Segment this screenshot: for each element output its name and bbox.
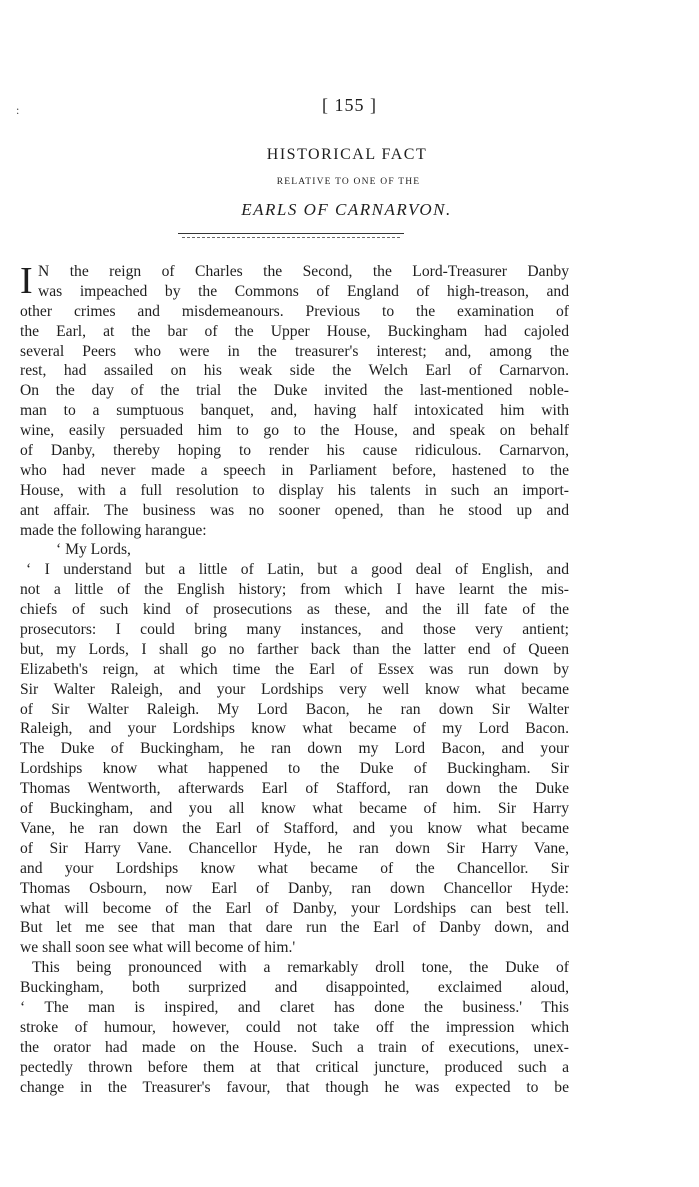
text-line: was impeached by the Commons of England of high-treason, and [38, 282, 569, 300]
text-line: ‘ The man is inspired, and claret has done the business.' This [20, 998, 569, 1016]
heading-rule [178, 233, 404, 234]
text-line: Elizabeth's reign, at which time the Earl of Essex was run down by [20, 660, 569, 678]
text-line: the orator had made on the House. Such a train of executions, unex- [20, 1038, 569, 1056]
text-line: ‘ I understand but a little of Latin, but a good deal of English, and [26, 561, 569, 579]
text-line: pectedly thrown before them at that critical juncture, produced such a [20, 1058, 569, 1076]
text-line: and your Lordships know what became of the Chancellor. Sir [20, 859, 569, 877]
text-line: This being pronounced with a remarkably droll tone, the Duke of [32, 959, 569, 977]
text-line: what will become of the Earl of Danby, your Lordships can best tell. [20, 899, 569, 917]
text-line: who had never made a speech in Parliament before, hastened to the [20, 461, 569, 479]
text-line: Thomas Wentworth, afterwards Earl of Stafford, ran down the Duke [20, 780, 569, 798]
text-line: Vane, he ran down the Earl of Stafford, and you know what became [20, 819, 569, 837]
text-line: several Peers who were in the treasurer's interest; and, among the [20, 342, 569, 360]
text-line: of Buckingham, and you all know what became of him. Sir Harry [20, 800, 569, 818]
heading-rule-secondary [182, 237, 400, 238]
heading-main: EARLS OF CARNARVON. [241, 200, 452, 219]
text-line: man to a sumptuous banquet, and, having half intoxicated him with [20, 402, 569, 420]
text-line: Lordships know what happened to the Duke of Buckingham. Sir [20, 760, 569, 778]
margin-mark: : [16, 103, 20, 117]
body-text [20, 262, 569, 1097]
heading-subtitle: RELATIVE TO ONE OF THE [276, 177, 421, 187]
text-line: Raleigh, and your Lordships know what became of my Lord Bacon. [20, 720, 569, 738]
text-line: of Danby, thereby hoping to render his cause ridiculous. Carnarvon, [20, 442, 569, 460]
drop-cap: I [20, 260, 33, 302]
speech-salutation: ‘ My Lords, [56, 541, 131, 559]
text-line: made the following harangue: [20, 521, 207, 539]
text-line: the Earl, at the bar of the Upper House, Buckingham had cajoled [20, 322, 569, 340]
heading-title: HISTORICAL FACT [266, 146, 428, 163]
text-line: N the reign of Charles the Second, the Lord-Treasurer Danby [38, 263, 569, 280]
text-line: Buckingham, both surprized and disappointed, exclaimed aloud, [20, 979, 569, 997]
text-line: House, with a full resolution to display his talents in such an import- [20, 481, 569, 499]
text-line: we shall soon see what will become of him.' [20, 939, 296, 957]
text-line: On the day of the trial the Duke invited the last-mentioned noble- [20, 382, 569, 400]
text-line: ant affair. The business was no sooner opened, than he stood up and [20, 501, 569, 519]
text-line: The Duke of Buckingham, he ran down my Lord Bacon, and your [20, 740, 569, 758]
text-line: of Sir Harry Vane. Chancellor Hyde, he ran down Sir Harry Vane, [20, 839, 569, 857]
text-line: of Sir Walter Raleigh. My Lord Bacon, he ran down Sir Walter [20, 700, 569, 718]
text-line: not a little of the English history; from which I have learnt the mis- [20, 581, 569, 599]
text-line: stroke of humour, however, could not take off the impression which [20, 1018, 569, 1036]
text-line: change in the Treasurer's favour, that though he was expected to be [20, 1078, 569, 1096]
text-line: Sir Walter Raleigh, and your Lordships very well know what became [20, 680, 569, 698]
text-line: rest, had assailed on his weak side the Welch Earl of Carnarvon. [20, 362, 569, 380]
text-line: prosecutors: I could bring many instances, and those very antient; [20, 621, 569, 639]
text-line: But let me see that man that dare run the Earl of Danby down, and [20, 919, 569, 937]
text-line: but, my Lords, I shall go no farther back than the latter end of Queen [20, 640, 569, 658]
text-line: Thomas Osbourn, now Earl of Danby, ran down Chancellor Hyde: [20, 879, 569, 897]
page-number: [ 155 ] [322, 95, 377, 115]
text-line: other crimes and misdemeanours. Previous to the examination of [20, 302, 569, 320]
text-line: wine, easily persuaded him to go to the House, and speak on behalf [20, 422, 569, 440]
text-line: chiefs of such kind of prosecutions as these, and the ill fate of the [20, 601, 569, 619]
